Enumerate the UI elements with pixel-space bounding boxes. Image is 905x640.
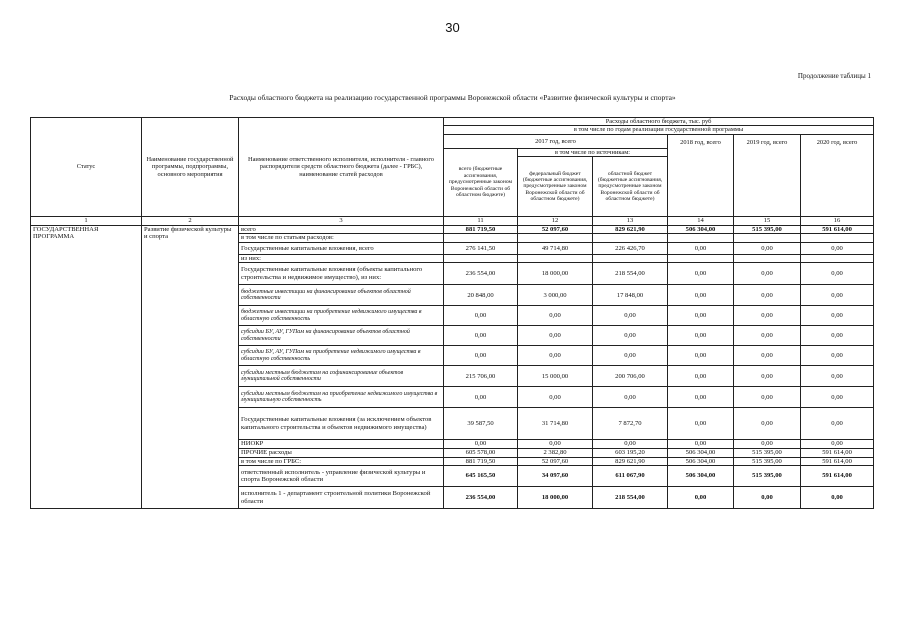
value-cell: 0,00 bbox=[668, 285, 734, 306]
value-cell: 0,00 bbox=[668, 387, 734, 408]
value-cell: 0,00 bbox=[801, 408, 874, 440]
value-cell: 515 395,00 bbox=[734, 448, 801, 457]
value-cell: 0,00 bbox=[734, 440, 801, 449]
value-cell: 0,00 bbox=[518, 326, 593, 346]
value-cell: 605 578,00 bbox=[444, 448, 518, 457]
value-cell: 829 621,90 bbox=[593, 225, 668, 234]
value-cell: 0,00 bbox=[734, 408, 801, 440]
row-label: субсидии местным бюджетам на приобретение недвижимого имущества в муниципальную собственность bbox=[239, 387, 444, 408]
value-cell: 591 614,00 bbox=[801, 457, 874, 466]
table-title: Расходы областного бюджета на реализацию государственной программы Воронежской области «Развитие физической культуры и спорта» bbox=[229, 93, 676, 102]
value-cell: 3 000,00 bbox=[518, 285, 593, 306]
row-label: исполнитель 1 - департамент строительной политики Воронежской области bbox=[239, 487, 444, 509]
row-label: бюджетные инвестиции на финансирование объектов областной собственности bbox=[239, 285, 444, 306]
value-cell: 0,00 bbox=[801, 387, 874, 408]
row-label: субсидии БУ, АУ, ГУПам на финансирование объектов областной собственности bbox=[239, 326, 444, 346]
value-cell: 49 714,80 bbox=[518, 242, 593, 254]
value-cell: 0,00 bbox=[593, 387, 668, 408]
value-cell: 52 097,60 bbox=[518, 225, 593, 234]
col-number: 14 bbox=[668, 217, 734, 226]
value-cell: 0,00 bbox=[668, 440, 734, 449]
value-cell: 215 706,00 bbox=[444, 366, 518, 387]
table-continuation-note: Продолжение таблицы 1 bbox=[797, 72, 871, 80]
value-cell bbox=[518, 234, 593, 243]
value-cell: 0,00 bbox=[734, 242, 801, 254]
value-cell: 0,00 bbox=[801, 440, 874, 449]
value-cell: 18 000,00 bbox=[518, 263, 593, 285]
value-cell bbox=[593, 234, 668, 243]
value-cell bbox=[734, 234, 801, 243]
value-cell: 200 706,00 bbox=[593, 366, 668, 387]
value-cell: 506 304,00 bbox=[668, 457, 734, 466]
value-cell: 218 554,00 bbox=[593, 263, 668, 285]
header-year-2020: 2020 год, всего bbox=[801, 134, 874, 216]
row-label: Государственные капитальные вложения, всего bbox=[239, 242, 444, 254]
value-cell: 0,00 bbox=[734, 263, 801, 285]
value-cell bbox=[444, 234, 518, 243]
value-cell: 0,00 bbox=[801, 366, 874, 387]
header-status: Статус bbox=[31, 118, 142, 217]
table-row bbox=[31, 225, 874, 234]
value-cell: 0,00 bbox=[734, 487, 801, 509]
value-cell: 0,00 bbox=[668, 487, 734, 509]
value-cell: 0,00 bbox=[801, 346, 874, 366]
value-cell: 15 000,00 bbox=[518, 366, 593, 387]
table-body bbox=[31, 225, 874, 508]
value-cell: 611 067,90 bbox=[593, 466, 668, 487]
value-cell: 39 587,50 bbox=[444, 408, 518, 440]
value-cell: 0,00 bbox=[801, 285, 874, 306]
value-cell bbox=[668, 254, 734, 263]
value-cell bbox=[734, 254, 801, 263]
value-cell: 18 000,00 bbox=[518, 487, 593, 509]
header-year-2018: 2018 год, всего bbox=[668, 134, 734, 216]
value-cell: 7 872,70 bbox=[593, 408, 668, 440]
value-cell bbox=[593, 254, 668, 263]
page-number: 30 bbox=[445, 20, 460, 35]
value-cell: 0,00 bbox=[444, 326, 518, 346]
row-label: всего bbox=[239, 225, 444, 234]
row-label: из них: bbox=[239, 254, 444, 263]
value-cell: 0,00 bbox=[444, 346, 518, 366]
value-cell: 0,00 bbox=[668, 242, 734, 254]
row-label: в том числе по статьям расходов: bbox=[239, 234, 444, 243]
value-cell: 0,00 bbox=[734, 346, 801, 366]
col-number: 12 bbox=[518, 217, 593, 226]
value-cell: 0,00 bbox=[734, 285, 801, 306]
header-total-source: всего (бюджетные ассигнования, предусмотренные законом Воронежской области об областном бюджете) bbox=[444, 148, 518, 216]
value-cell: 0,00 bbox=[518, 306, 593, 326]
value-cell: 829 621,90 bbox=[593, 457, 668, 466]
value-cell: 52 097,60 bbox=[518, 457, 593, 466]
header-year-2017: 2017 год, всего bbox=[444, 134, 668, 148]
header-sources: в том числе по источникам: bbox=[518, 148, 668, 156]
value-cell: 515 395,00 bbox=[734, 225, 801, 234]
budget-table bbox=[30, 117, 874, 509]
row-label: ответственный исполнитель - управление физической культуры и спорта Воронежской области bbox=[239, 466, 444, 487]
row-label: Государственные капитальные вложения (объекты капитального строительства и недвижимое имущество), из них: bbox=[239, 263, 444, 285]
value-cell: 0,00 bbox=[734, 306, 801, 326]
value-cell: 645 165,50 bbox=[444, 466, 518, 487]
value-cell: 515 395,00 bbox=[734, 457, 801, 466]
value-cell: 31 714,80 bbox=[518, 408, 593, 440]
value-cell: 0,00 bbox=[668, 306, 734, 326]
value-cell: 0,00 bbox=[668, 366, 734, 387]
value-cell: 881 719,50 bbox=[444, 457, 518, 466]
header-executor: Наименование ответственного исполнителя, исполнителя - главного распорядителя средств областного бюджета (далее - ГРБС), наименование статей расходов bbox=[239, 118, 444, 217]
value-cell bbox=[518, 254, 593, 263]
value-cell: 0,00 bbox=[801, 263, 874, 285]
value-cell: 591 614,00 bbox=[801, 448, 874, 457]
row-label: Государственные капитальные вложения (за исключением объектов капитального строительства и объектов недвижимого имущества) bbox=[239, 408, 444, 440]
value-cell: 0,00 bbox=[518, 346, 593, 366]
value-cell: 0,00 bbox=[444, 387, 518, 408]
value-cell: 881 719,50 bbox=[444, 225, 518, 234]
value-cell: 20 848,00 bbox=[444, 285, 518, 306]
program-cell: Развитие физической культуры и спорта bbox=[142, 225, 239, 508]
header-federal-source: федеральный бюджет (бюджетные ассигнования, предусмотренные законом Воронежской области об областном бюджете) bbox=[518, 157, 593, 217]
value-cell: 0,00 bbox=[668, 263, 734, 285]
col-number: 2 bbox=[142, 217, 239, 226]
value-cell: 0,00 bbox=[593, 346, 668, 366]
value-cell: 0,00 bbox=[593, 306, 668, 326]
value-cell: 506 304,00 bbox=[668, 448, 734, 457]
row-label: бюджетные инвестиции на приобретение недвижимого имущества в областную собственность bbox=[239, 306, 444, 326]
value-cell: 506 304,00 bbox=[668, 225, 734, 234]
value-cell: 0,00 bbox=[801, 306, 874, 326]
col-number: 11 bbox=[444, 217, 518, 226]
value-cell: 218 554,00 bbox=[593, 487, 668, 509]
row-label: ПРОЧИЕ расходы bbox=[239, 448, 444, 457]
col-number: 13 bbox=[593, 217, 668, 226]
value-cell bbox=[801, 234, 874, 243]
value-cell: 0,00 bbox=[444, 306, 518, 326]
col-number: 16 bbox=[801, 217, 874, 226]
value-cell: 0,00 bbox=[668, 346, 734, 366]
row-label: в том числе по ГРБС: bbox=[239, 457, 444, 466]
value-cell: 0,00 bbox=[518, 440, 593, 449]
status-cell: ГОСУДАРСТВЕННАЯ ПРОГРАММА bbox=[31, 225, 142, 508]
header-program-name: Наименование государственной программы, подпрограммы, основного мероприятия bbox=[142, 118, 239, 217]
header-by-years: в том числе по годам реализации государственной программы bbox=[444, 126, 874, 134]
col-number: 15 bbox=[734, 217, 801, 226]
value-cell: 591 614,00 bbox=[801, 466, 874, 487]
value-cell: 0,00 bbox=[593, 440, 668, 449]
value-cell: 0,00 bbox=[734, 387, 801, 408]
value-cell: 0,00 bbox=[668, 326, 734, 346]
value-cell bbox=[444, 254, 518, 263]
value-cell: 0,00 bbox=[801, 487, 874, 509]
header-year-2019: 2019 год, всего bbox=[734, 134, 801, 216]
value-cell: 0,00 bbox=[668, 408, 734, 440]
value-cell: 2 382,80 bbox=[518, 448, 593, 457]
value-cell: 34 097,60 bbox=[518, 466, 593, 487]
value-cell: 0,00 bbox=[518, 387, 593, 408]
value-cell bbox=[801, 254, 874, 263]
value-cell: 236 554,00 bbox=[444, 263, 518, 285]
col-number: 3 bbox=[239, 217, 444, 226]
column-numbers-row bbox=[31, 217, 874, 226]
value-cell: 603 195,20 bbox=[593, 448, 668, 457]
value-cell: 0,00 bbox=[734, 366, 801, 387]
value-cell: 236 554,00 bbox=[444, 487, 518, 509]
header-budget-group: Расходы областного бюджета, тыс. руб bbox=[444, 118, 874, 126]
value-cell: 17 848,00 bbox=[593, 285, 668, 306]
row-label: субсидии местным бюджетам на софинансирование объектов муниципальной собственности bbox=[239, 366, 444, 387]
value-cell: 276 141,50 bbox=[444, 242, 518, 254]
header-regional-source: областной бюджет (бюджетные ассигнования, предусмотренные законом Воронежской области об областном бюджете) bbox=[593, 157, 668, 217]
value-cell: 0,00 bbox=[801, 242, 874, 254]
row-label: НИОКР bbox=[239, 440, 444, 449]
value-cell: 0,00 bbox=[593, 326, 668, 346]
row-label: субсидии БУ, АУ, ГУПам на приобретение недвижимого имущества в областную собственность bbox=[239, 346, 444, 366]
value-cell: 591 614,00 bbox=[801, 225, 874, 234]
value-cell: 506 304,00 bbox=[668, 466, 734, 487]
value-cell: 0,00 bbox=[801, 326, 874, 346]
value-cell: 226 426,70 bbox=[593, 242, 668, 254]
value-cell bbox=[668, 234, 734, 243]
value-cell: 0,00 bbox=[444, 440, 518, 449]
value-cell: 0,00 bbox=[734, 326, 801, 346]
value-cell: 515 395,00 bbox=[734, 466, 801, 487]
col-number: 1 bbox=[31, 217, 142, 226]
